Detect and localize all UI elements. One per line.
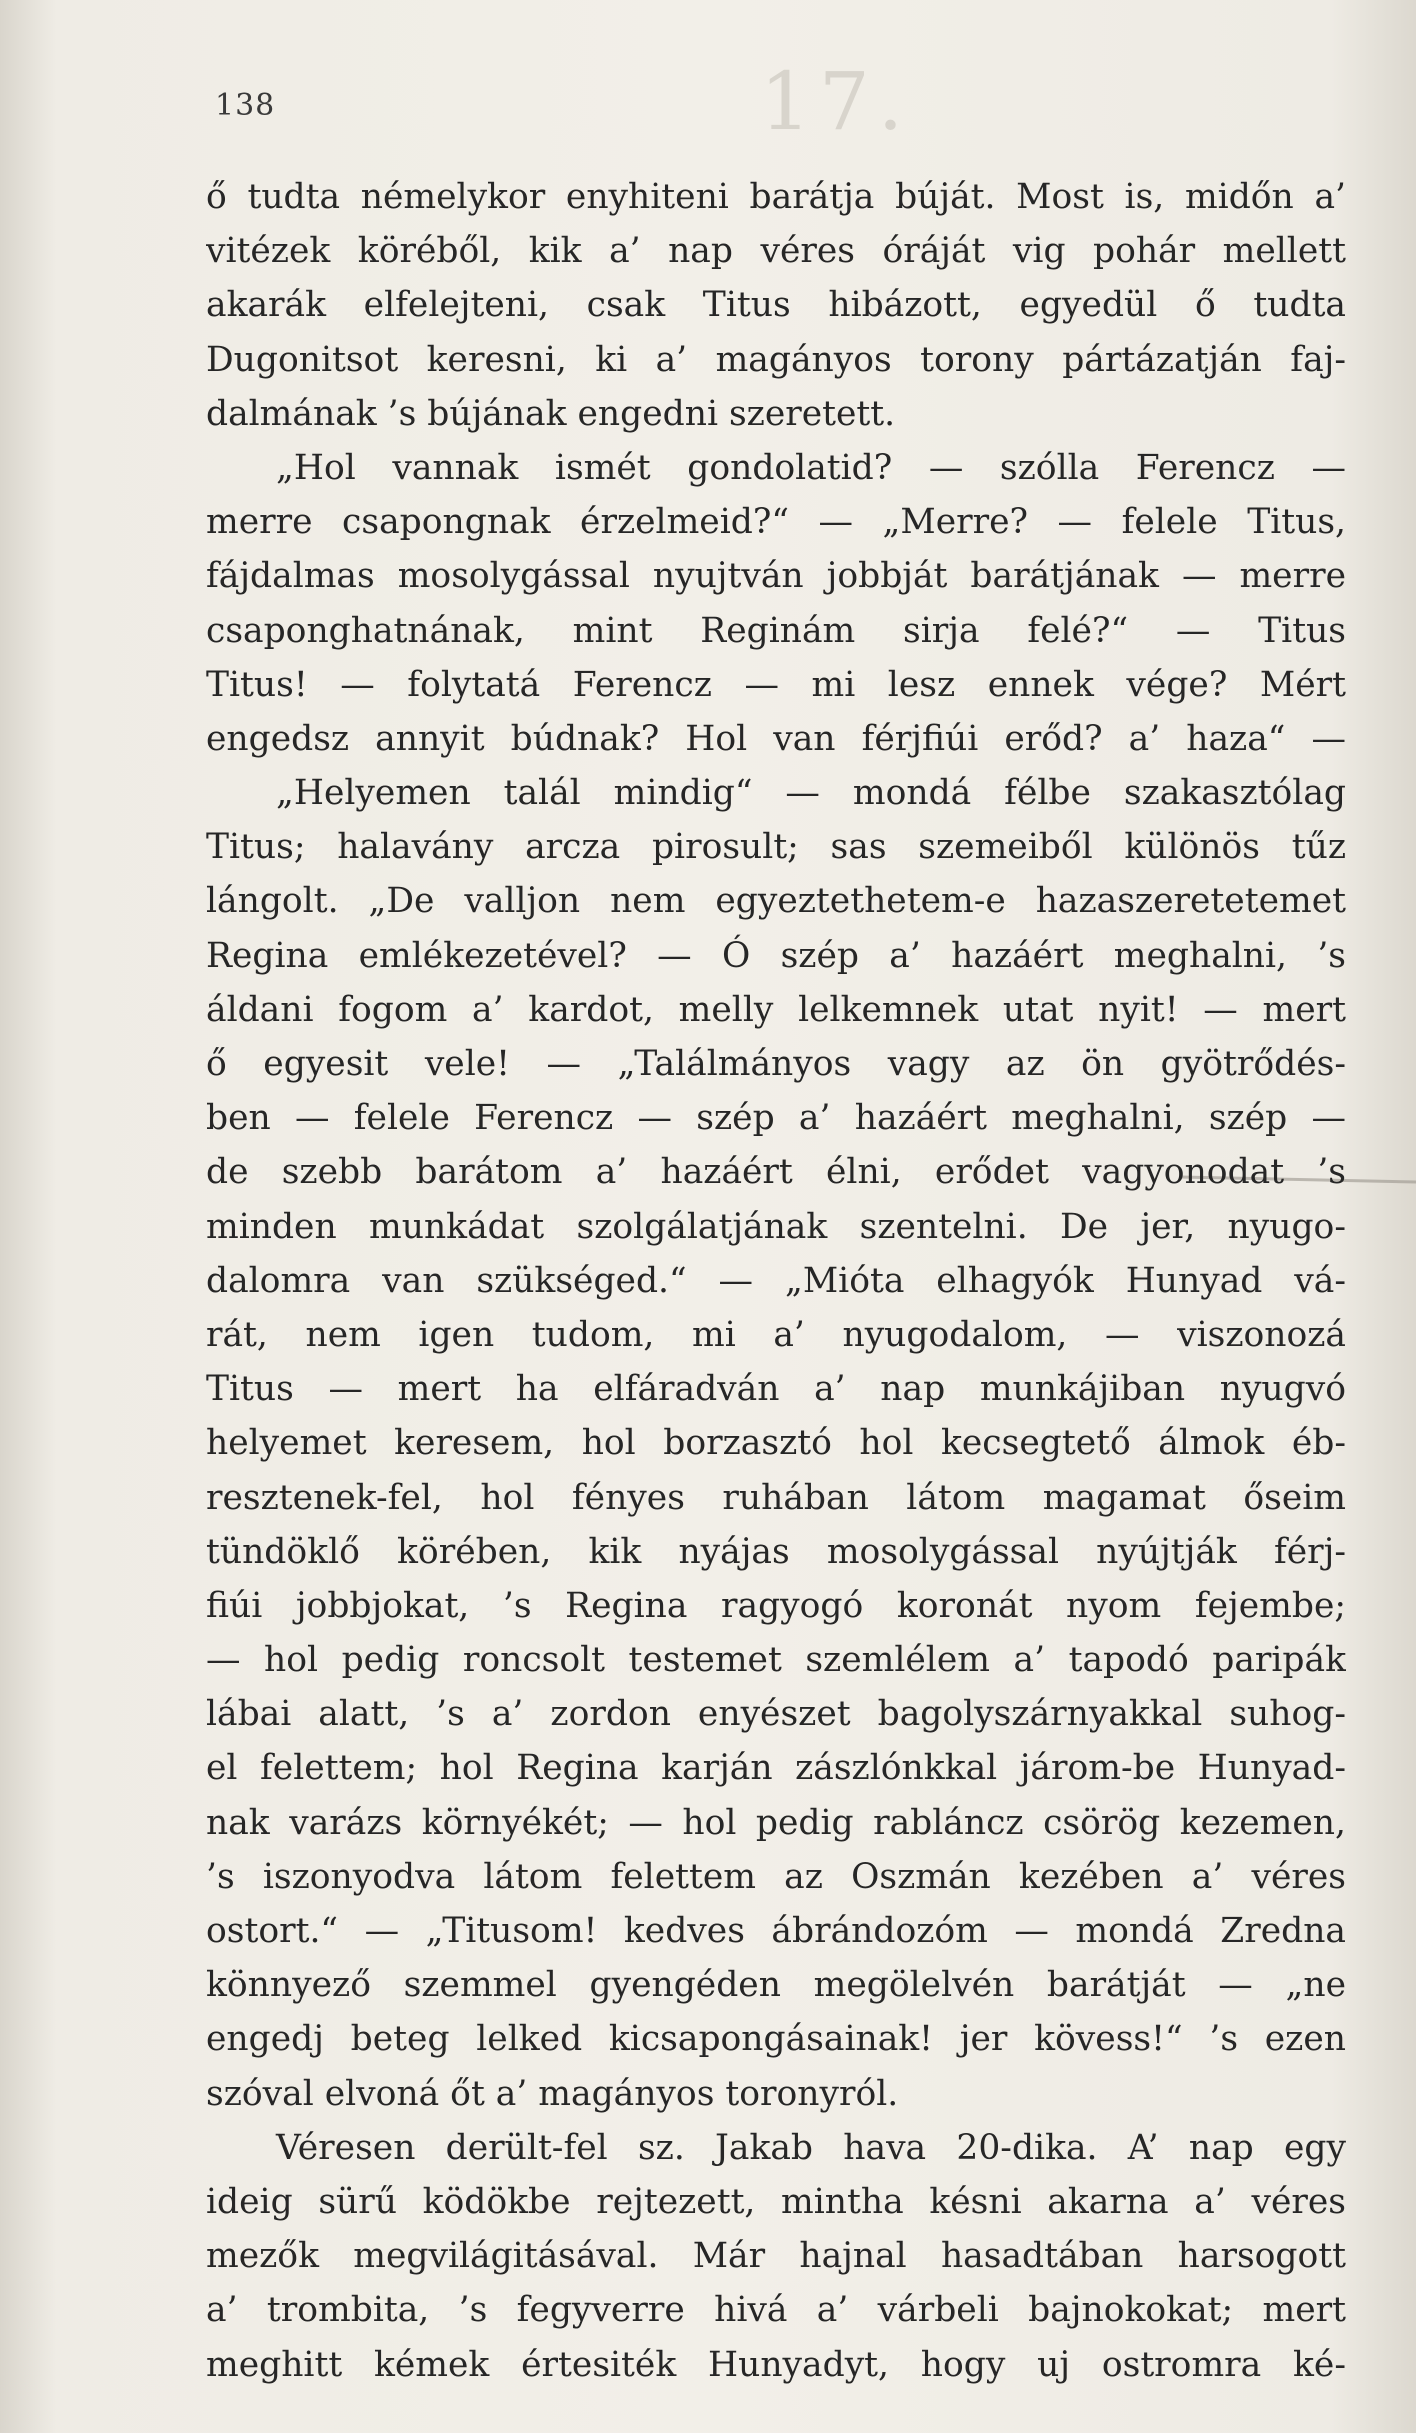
text-line: rát, nem igen tudom, mi a’ nyugodalom, — viszonozá [206,1314,1346,1355]
text-line: tündöklő körében, kik nyájas mosolygással nyújtják férj- [206,1531,1346,1572]
text-line: helyemet keresem, hol borzasztó hol kecsegtető álmok éb- [206,1423,1346,1464]
text-line: el felettem; hol Regina karján zászlónkkal járom-be Hunyad- [206,1748,1346,1789]
text-line: de szebb barátom a’ hazáért élni, erődet vagyonodat ’s [206,1152,1346,1193]
text-line: Dugonitsot keresni, ki a’ magányos torony pártázatján faj- [206,339,1346,380]
text-line: „Hol vannak ismét gondolatid? — szólla Ferencz — [276,447,1346,488]
text-line: fiúi jobbjokat, ’s Regina ragyogó koronát nyom fejembe; [206,1585,1346,1626]
text-line: dalmának ’s bújának engedni szeretett. [206,393,896,434]
text-line: „Helyemen talál mindig“ — mondá félbe szakasztólag [276,773,1346,814]
text-line: a’ trombita, ’s fegyverre hivá a’ várbeli bajnokokat; mert [206,2290,1346,2331]
text-line: Véresen derült-fel sz. Jakab hava 20-dika. A’ nap egy [276,2127,1346,2168]
text-line: Regina emlékezetével? — Ó szép a’ hazáért meghalni, ’s [206,935,1346,976]
text-line: könnyező szemmel gyengéden megölelvén barátját — „ne [206,1965,1346,2006]
text-line: resztenek-fel, hol fényes ruhában látom magamat őseim [206,1477,1346,1518]
text-line: Titus; halavány arcza pirosult; sas szemeiből különös tűz [206,827,1346,868]
text-line: ostort.“ — „Titusom! kedves ábrándozóm — mondá Zredna [206,1911,1346,1951]
text-line: fájdalmas mosolygással nyujtván jobbját barátjának — merre [206,556,1346,597]
text-line: ’s iszonyodva látom felettem az Oszmán kezében a’ véres [206,1856,1346,1897]
text-line: csaponghatnának, mint Reginám sirja felé?“ — Titus [206,610,1346,651]
bleed-through-mark: 17. [760,55,912,148]
text-line: minden munkádat szolgálatjának szentelni. De jer, nyugo- [206,1206,1346,1247]
text-line: áldani fogom a’ kardot, melly lelkemnek utat nyit! — mert [206,989,1346,1030]
text-line: akarák elfelejteni, csak Titus hibázott, egyedül ő tudta [206,285,1346,326]
text-line: vitézek köréből, kik a’ nap véres óráját vig pohár mellett [206,231,1346,272]
text-line: Titus — mert ha elfáradván a’ nap munkájiban nyugvó [206,1369,1346,1410]
text-line: szóval elvoná őt a’ magányos toronyról. [206,2073,899,2114]
text-line: ő egyesit vele! — „Találmányos vagy az ön gyötrődés- [206,1044,1346,1084]
text-line: ben — felele Ferencz — szép a’ hazáért meghalni, szép — [206,1098,1346,1139]
text-line: lábai alatt, ’s a’ zordon enyészet bagolyszárnyakkal suhog- [206,1694,1346,1735]
text-line: engedj beteg lelked kicsapongásainak! jer kövess!“ ’s ezen [206,2019,1346,2060]
text-line: merre csapongnak érzelmeid?“ — „Merre? — felele Titus, [206,502,1346,543]
text-line: ő tudta némelykor enyhiteni barátja búját. Most is, midőn a’ [206,177,1346,217]
text-line: engedsz annyit búdnak? Hol van férjfiúi erőd? a’ haza“ — [206,718,1346,759]
text-line: lángolt. „De valljon nem egyeztethetem-e hazaszeretetemet [206,881,1346,922]
text-line: — hol pedig roncsolt testemet szemlélem a’ tapodó paripák [206,1640,1346,1681]
body-text [206,170,1346,2392]
text-line: dalomra van szükséged.“ — „Mióta elhagyók Hunyad vá- [206,1260,1346,1301]
text-line: mezők megvilágitásával. Már hajnal hasadtában harsogott [206,2236,1346,2277]
text-line: ideig sürű ködökbe rejtezett, mintha késni akarna a’ véres [206,2181,1346,2222]
page-number: 138 [215,88,276,123]
text-line: Titus! — folytatá Ferencz — mi lesz ennek vége? Mért [206,664,1346,705]
text-line: meghitt kémek értesiték Hunyadyt, hogy uj ostromra ké- [206,2344,1346,2385]
text-line: nak varázs környékét; — hol pedig rablánсz csörög kezemen, [206,1802,1346,1843]
